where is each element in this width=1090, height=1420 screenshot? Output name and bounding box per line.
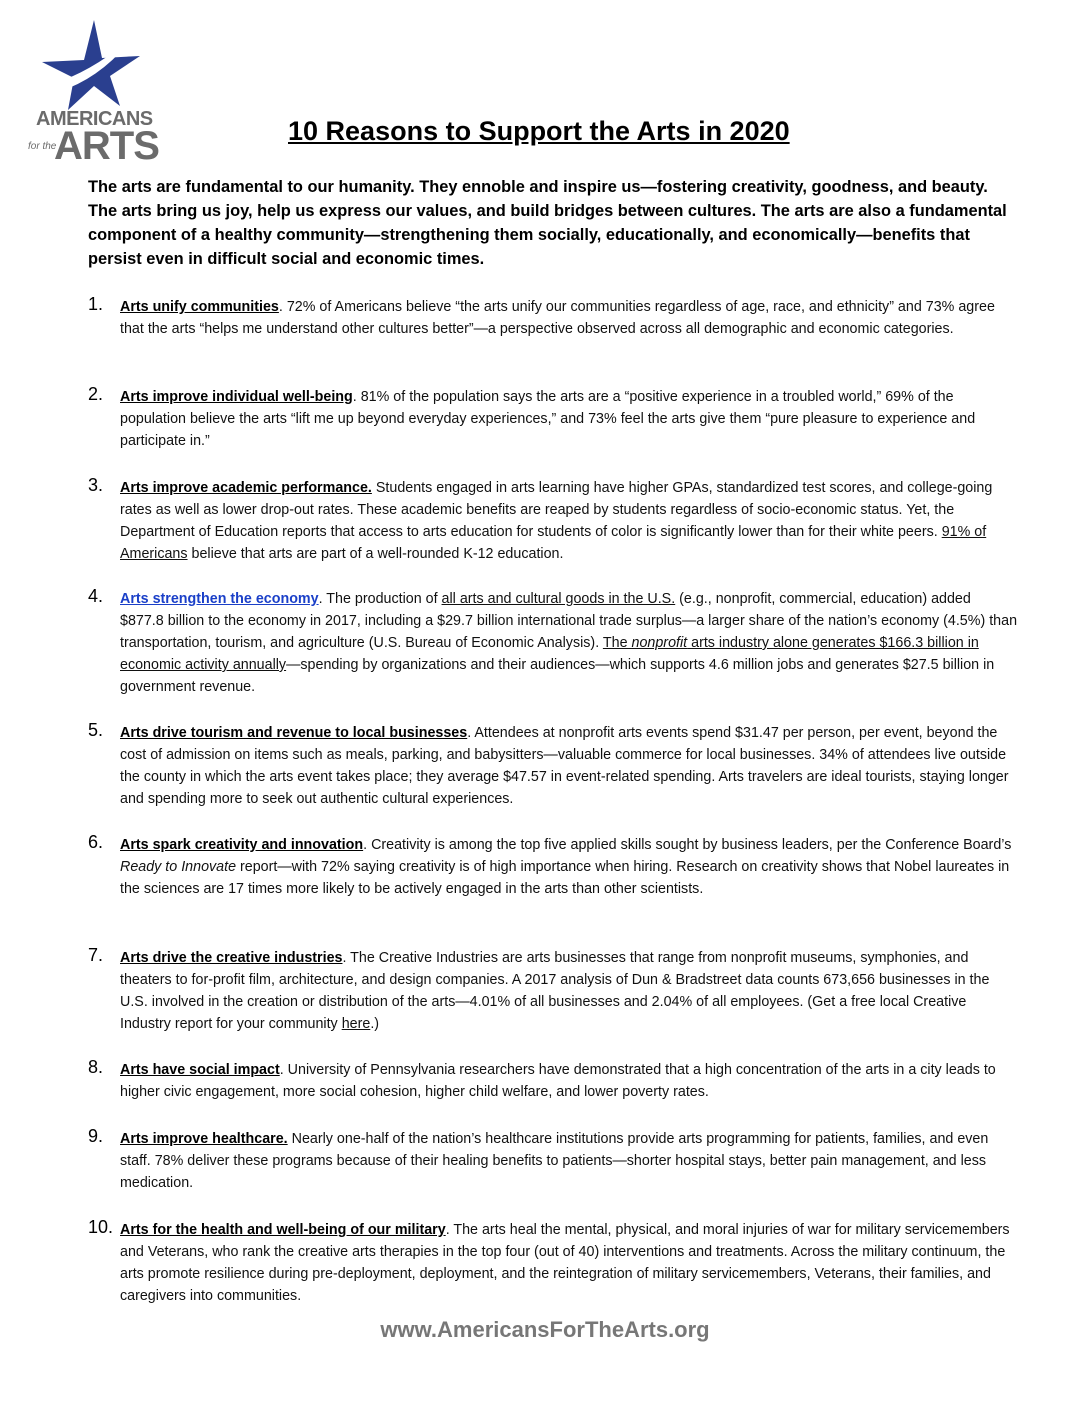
intro-paragraph: The arts are fundamental to our humanity. They ennoble and inspire us—fostering creativity, goodness, and beauty. The arts bring us joy, help us express our values, and build bridges between cultures. The arts are also a fundamental component of a healthy community—strengthening them socially, educationally, and economically—benefits that persist even in difficult social and economic times. xyxy=(88,178,1007,268)
list-item xyxy=(88,722,1018,834)
link-part-italic: nonprofit xyxy=(631,635,688,651)
logo-text-for-the: for the xyxy=(28,141,57,152)
reason-number: 7. xyxy=(88,945,104,965)
reason-text-end: —spending by organizations and their audiences—which supports 4.6 million jobs and generates $27.5 billion in government revenue. xyxy=(120,657,995,695)
reason-heading: Arts spark creativity and innovation xyxy=(120,837,364,853)
americans-for-the-arts-logo xyxy=(22,18,162,168)
reason-number: 1. xyxy=(88,294,104,314)
reason-heading: Arts for the health and well-being of our military xyxy=(120,1222,446,1238)
reason-text: . 72% of Americans believe “the arts unify our communities regardless of age, race, and ethnicity” and 73% agree that the arts “helps me understand other cultures better”—a perspective observed across all demographic and economic categories. xyxy=(120,299,995,337)
report-title: Ready to Innovate xyxy=(120,859,237,875)
reason-text-cont: .) xyxy=(370,1016,380,1032)
reason-text: . The production of xyxy=(318,591,442,607)
reason-text-cont: (e.g., nonprofit, commercial, education) added $877.8 billion to the economy in 2017, including a $29.7 billion international trade surplus—a larger share of the nation’s economy (4.5%) than transportation, tourism, and agriculture (U.S. Bureau of Economic Analysis). xyxy=(120,591,1018,651)
list-item xyxy=(88,386,1018,477)
reason-text: Students engaged in arts learning have higher GPAs, standardized test scores, and college-going rates as well as lower drop-out rates. These academic benefits are reaped by students regardless of socio-economic status. Yet, the Department of Education reports that access to arts education for students of color is significantly lower than for their white peers. xyxy=(120,480,993,540)
list-item xyxy=(88,1059,1018,1128)
americans-91-link[interactable]: 91% of Americans xyxy=(120,524,987,562)
list-item xyxy=(88,296,1018,386)
reason-text: . Attendees at nonprofit arts events spend $31.47 per person, per event, beyond the cost of admission on items such as meals, parking, and babysitters—valuable commerce for local businesses. 34% of attendees live outside the county in which the arts event takes place; they average $47.57 in event-related spending. Arts travelers are ideal tourists, staying longer and spending more to seek out authentic cultural experiences. xyxy=(120,725,1009,807)
reason-number: 9. xyxy=(88,1126,104,1146)
logo-text-americans: AMERICANS xyxy=(36,108,153,130)
reason-heading: Arts have social impact xyxy=(120,1062,280,1078)
reason-heading: Arts drive tourism and revenue to local businesses xyxy=(120,725,468,741)
arts-strengthen-economy-link[interactable]: Arts strengthen the economy xyxy=(120,591,319,607)
reason-text: . Creativity is among the top five applied skills sought by business leaders, per the Conference Board’s xyxy=(363,837,1012,853)
reason-number: 8. xyxy=(88,1057,104,1077)
reason-number: 6. xyxy=(88,832,104,852)
reason-text: . 81% of the population says the arts are a “positive experience in a troubled world,” 69% of the population believe the arts “lift me up beyond everyday experiences,” and 73% feel the arts give them “pure pleasure to experience and participate in.” xyxy=(120,389,976,449)
list-item xyxy=(88,477,1018,588)
reason-number: 4. xyxy=(88,586,104,606)
list-item xyxy=(88,947,1018,1059)
arts-cultural-goods-link[interactable]: all arts and cultural goods in the U.S. xyxy=(441,591,676,607)
reason-heading: Arts unify communities xyxy=(120,299,279,315)
reason-heading: Arts improve academic performance. xyxy=(120,480,372,496)
link-part: The xyxy=(602,635,632,651)
link-part: arts industry alone generates $166.3 billion in economic activity annually xyxy=(120,635,979,673)
logo-text-arts: ARTS xyxy=(54,124,159,168)
reason-heading: Arts improve healthcare. xyxy=(120,1131,288,1147)
list-item xyxy=(88,834,1018,947)
reason-number: 10. xyxy=(88,1217,114,1237)
reason-number: 2. xyxy=(88,384,104,404)
creative-industry-report-link[interactable]: here xyxy=(341,1016,371,1032)
reason-text: . University of Pennsylvania researchers have demonstrated that a high concentration of the arts in a city leads to higher civic engagement, more social cohesion, higher child welfare, and lower poverty rates. xyxy=(120,1062,996,1100)
list-item xyxy=(88,1128,1018,1219)
reason-heading: Arts improve individual well-being xyxy=(120,389,353,405)
star-icon xyxy=(22,18,162,113)
page-title: 10 Reasons to Support the Arts in 2020 xyxy=(288,116,790,146)
reason-text: . The arts heal the mental, physical, and moral injuries of war for military servicemembers and Veterans, who rank the creative arts therapies in the top four (out of 40) interventions and treatments. Across the military continuum, the arts promote resilience during pre-deployment, deployment, and the reintegration of military servicemembers, Veterans, their families, and caregivers into communities. xyxy=(120,1222,1010,1304)
list-item xyxy=(88,588,1018,722)
reason-number: 3. xyxy=(88,475,104,495)
reason-text: Nearly one-half of the nation’s healthcare institutions provide arts programming for patients, families, and even staff. 78% deliver these programs because of their healing benefits to patients—shorter hospital stays, better pain management, and less medication. xyxy=(120,1131,989,1191)
reason-heading: Arts drive the creative industries xyxy=(120,950,343,966)
reason-text-cont: report—with 72% saying creativity is of high importance when hiring. Research on creativity shows that Nobel laureates in the sciences are 17 times more likely to be actively engaged in the arts than other scientists. xyxy=(120,859,1010,897)
reason-number: 5. xyxy=(88,720,104,740)
reason-text-cont: believe that arts are part of a well-rounded K-12 education. xyxy=(187,546,564,562)
website-url[interactable]: www.AmericansForTheArts.org xyxy=(380,1317,710,1342)
reason-text: . The Creative Industries are arts businesses that range from nonprofit museums, symphonies, and theaters to for-profit film, architecture, and design companies. A 2017 analysis of Dun & Bradstreet data counts 673,656 businesses in the U.S. involved in the creation or distribution of the arts—4.01% of all businesses and 2.04% of all employees. (Get a free local Creative Industry report for your community xyxy=(120,950,990,1032)
list-item xyxy=(88,1219,1018,1309)
reasons-list xyxy=(88,296,1018,1309)
